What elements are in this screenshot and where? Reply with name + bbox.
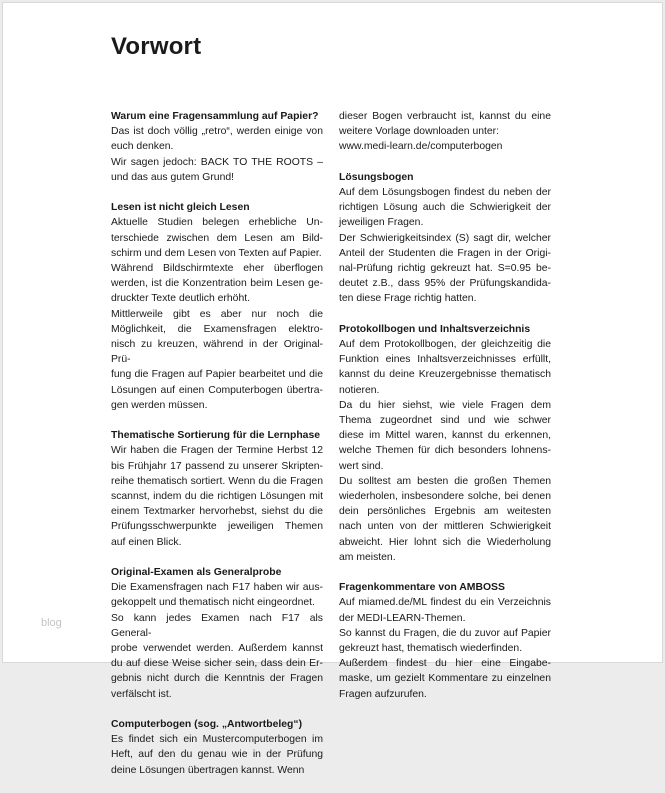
text-line: dieser Bogen verbraucht ist, kannst du eine [339, 111, 551, 122]
text-line: Während Bildschirmtexte eher überflogen [111, 263, 323, 275]
text-line: Anteil der Studenten die Fragen in der Origi- [339, 247, 551, 259]
text-line: einem Textmarker hervorhebst, siehst du die [111, 506, 323, 518]
right-column [339, 109, 551, 717]
text-line: gekreuzt hast, thematisch wiederfinden. [339, 643, 523, 655]
text-line: kannst du deine Kreuzergebnisse thematisch [339, 369, 551, 381]
text-line: Auf dem Lösungsbogen findest du neben der [339, 187, 551, 198]
text-line: Wir haben die Fragen der Termine Herbst 12 [111, 445, 323, 457]
text-line: notieren. [339, 384, 380, 396]
text-line: reihe thematisch sortiert. Wenn du die Fragen [111, 475, 323, 487]
section-heading: Warum eine Fragensammlung auf Papier? [111, 111, 319, 122]
text-section [111, 717, 323, 778]
text-line: fung die Fragen auf Papier bearbeitet und die [111, 369, 323, 381]
section-heading: Protokollbogen und Inhaltsverzeichnis [339, 323, 531, 335]
text-line: Außerdem findest du hier eine Eingabe- [339, 658, 551, 670]
text-line: Es findet sich ein Mustercomputerbogen im [111, 734, 323, 746]
text-line: Möglichkeit, die Examensfragen elektro- [111, 323, 323, 335]
text-line: Du solltest am besten die großen Themen [339, 475, 551, 487]
text-section [111, 565, 323, 702]
text-section [111, 200, 323, 413]
text-line: Da du hier siehst, wie viele Fragen dem [339, 399, 551, 411]
text-line: abweicht. Hier lohnt sich die Wiederholung [339, 536, 551, 548]
text-line: und das aus gutem Grund! [111, 171, 235, 183]
text-section [111, 428, 323, 550]
text-line: weitere Vorlage downloaden unter: [339, 126, 500, 138]
text-line: www.medi-learn.de/computerbogen [339, 141, 503, 153]
section-heading: Fragenkommentare von AMBOSS [339, 582, 505, 594]
text-line: am meisten. [339, 551, 396, 563]
text-line: Wir sagen jedoch: BACK TO THE ROOTS – [111, 156, 323, 168]
text-line: Prüfungsschwerpunkte jeweiligen Themen [111, 521, 323, 533]
text-line: Aktuelle Studien belegen erhebliche Un- [111, 217, 323, 229]
text-line: ten diese Frage richtig hatten. [339, 293, 477, 305]
text-line: schirm und dem Lesen von Texten auf Papier. [111, 247, 322, 259]
watermark: blog [41, 617, 62, 629]
text-line: druckter Texte deutlich erhöht. [111, 293, 251, 305]
text-section [339, 170, 551, 307]
text-line: welche Themen für dich besonders lohnens- [339, 445, 551, 457]
text-line: gekoppelt und thematisch nicht eingeordnet. [111, 597, 315, 609]
text-line: jeweiligen Fragen. [339, 217, 424, 229]
text-line: gebnis nicht durch die Kenntnis der Fragen [111, 673, 323, 685]
text-line: probe verwendet werden. Außerdem kannst [111, 643, 323, 655]
text-line: deutet z.B., dass 95% der Prüfungskandida- [339, 278, 551, 290]
text-line: maske, um gezielt Kommentare zu einzelnen [339, 673, 551, 685]
text-line: Der Schwierigkeitsindex (S) sagt dir, welcher [339, 232, 551, 244]
document-page [2, 2, 663, 776]
text-line: diese im Mittel waren, kannst du erkennen, [339, 430, 551, 442]
section-heading: Lösungsbogen [339, 171, 414, 183]
text-line: nach unten von der mittleren Schwierigkeit [339, 521, 551, 533]
text-line: du auf diese Weise sicher sein, dass dein Er- [111, 658, 323, 670]
text-section [339, 109, 551, 155]
section-heading: Original-Examen als Generalprobe [111, 567, 282, 579]
text-line: euch denken. [111, 141, 174, 153]
text-line: gen werden müssen. [111, 399, 208, 411]
text-section [339, 322, 551, 565]
text-line: bis Frühjahr 17 passend zu unserer Skripten- [111, 460, 323, 472]
text-line: dein persönliches Ergebnis am weitesten [339, 506, 551, 518]
text-line: terschiede zwischen dem Lesen am Bild- [111, 232, 323, 244]
text-line: Heft, auf den du genau wie in der Prüfung [111, 749, 323, 761]
text-line: Lösungen auf einen Computerbogen übertra- [111, 384, 323, 396]
text-section [339, 580, 551, 702]
text-line: Thema zugeordnet sind und wie schwer [339, 415, 551, 427]
text-line: Mittlerweile gibt es aber nur noch die [111, 308, 323, 320]
text-line: der MEDI-LEARN-Themen. [339, 612, 466, 624]
text-line: werden, ist die Konzentration beim Lesen ge- [111, 278, 323, 290]
text-line: scannst, indem du die richtigen Lösungen mit [111, 491, 323, 503]
text-line: nal-Prüfung richtig gekreuzt hat. S=0.95 be- [339, 263, 551, 275]
text-line: Auf dem Protokollbogen, der gleichzeitig die [339, 339, 551, 351]
section-heading: Lesen ist nicht gleich Lesen [111, 202, 250, 214]
section-heading: Computerbogen (sog. „Antwortbeleg“) [111, 719, 303, 731]
text-line: auf einen Blick. [111, 536, 182, 548]
text-line: Die Examensfragen nach F17 haben wir aus- [111, 582, 323, 594]
text-line: verfälscht ist. [111, 688, 172, 700]
text-line: deine Lösungen übertragen kannst. Wenn [111, 764, 305, 776]
text-line: Auf miamed.de/ML findest du ein Verzeichnis [339, 597, 551, 609]
text-line: Funktion eines Inhaltsverzeichnisses erfüllt, [339, 354, 551, 366]
text-line: wert sind. [339, 460, 384, 472]
text-line: So kann jedes Examen nach F17 als General- [111, 612, 323, 639]
text-line: Das ist doch völlig „retro“, werden einige von [111, 126, 323, 138]
text-line: Fragen aufzurufen. [339, 688, 427, 700]
text-section [111, 109, 323, 185]
left-column [111, 109, 323, 793]
text-line: nisch zu kreuzen, während in der Original-Prü- [111, 339, 323, 366]
text-line: wiederholen, insbesondere solche, bei denen [339, 491, 551, 503]
page-title: Vorwort [111, 33, 202, 60]
section-heading: Thematische Sortierung für die Lernphase [111, 430, 321, 442]
text-line: So kannst du Fragen, die du zuvor auf Papier [339, 627, 551, 639]
text-line: richtigen Lösung auch die Schwierigkeit der [339, 202, 551, 214]
